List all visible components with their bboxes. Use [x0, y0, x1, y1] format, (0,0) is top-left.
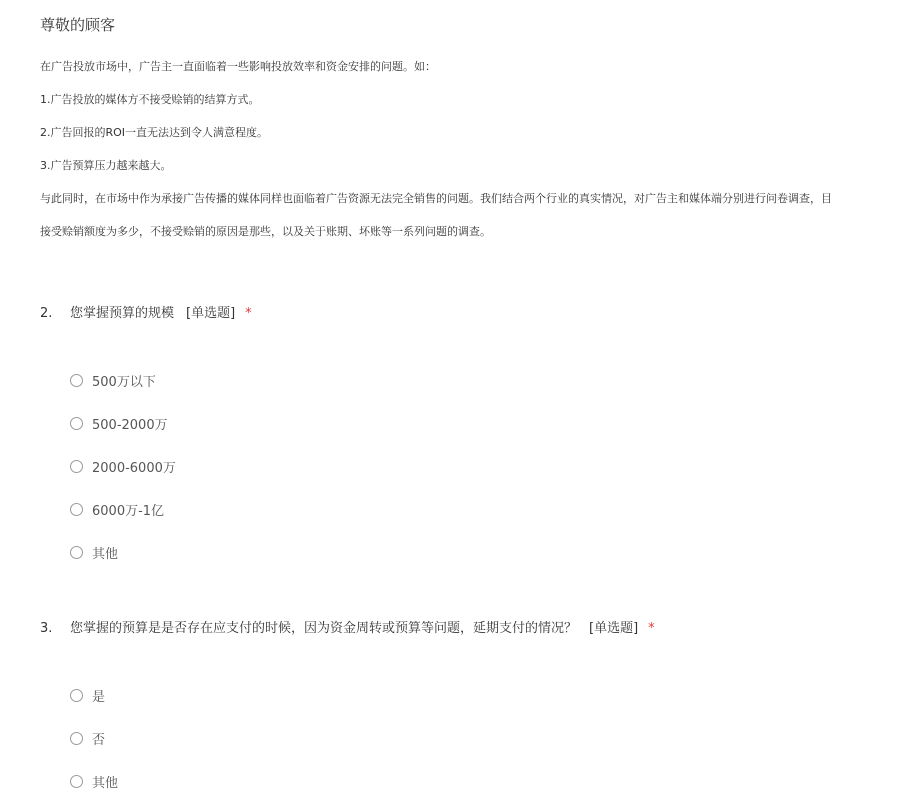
- question-3-option-2[interactable]: [70, 728, 105, 748]
- radio-button[interactable]: [70, 460, 83, 473]
- intro-paragraph-1: 在广告投放市场中，广告主一直面临着一些影响投放效率和资金安排的问题。如：: [40, 60, 436, 73]
- required-mark: *: [245, 306, 252, 321]
- option-label: 500万以下: [92, 374, 156, 390]
- option-label: 6000万-1亿: [92, 503, 165, 519]
- intro-item-3: 3.广告预算压力越来越大。: [40, 159, 172, 172]
- option-label: 其他: [92, 546, 119, 562]
- question-3-option-3[interactable]: [70, 771, 118, 791]
- question-number: 3.: [40, 621, 53, 636]
- option-label: 500-2000万: [92, 417, 168, 433]
- intro-item-2: 2.广告回报的ROI一直无法达到令人满意程度。: [40, 126, 269, 139]
- radio-button[interactable]: [70, 732, 83, 745]
- radio-button[interactable]: [70, 503, 83, 516]
- question-3-title: [40, 617, 655, 636]
- question-text: 您掌握的预算是是否存在应支付的时候，因为资金周转或预算等问题，延期支付的情况？: [70, 621, 578, 636]
- radio-button[interactable]: [70, 374, 83, 387]
- question-2-option-5[interactable]: [70, 542, 118, 562]
- option-label: 2000-6000万: [92, 460, 176, 476]
- radio-button[interactable]: [70, 689, 83, 702]
- intro-paragraph-2-cont: 接受赊销额度为多少，不接受赊销的原因是那些，以及关于账期、坏账等一系列问题的调查。: [40, 225, 491, 238]
- question-number: 2.: [40, 306, 53, 321]
- intro-item-1: 1.广告投放的媒体方不接受赊销的结算方式。: [40, 93, 260, 106]
- question-2-title: [40, 302, 252, 321]
- greeting-title: 尊敬的顾客: [40, 16, 116, 34]
- option-label: 是: [92, 689, 106, 705]
- question-2-option-1[interactable]: [70, 370, 156, 390]
- required-mark: *: [648, 621, 655, 636]
- option-label: 其他: [92, 775, 119, 791]
- question-3-option-1[interactable]: [70, 685, 105, 705]
- question-2-option-4[interactable]: [70, 499, 164, 519]
- radio-button[interactable]: [70, 775, 83, 788]
- question-type-badge: [单选题]: [186, 306, 236, 321]
- question-2-option-2[interactable]: [70, 413, 168, 433]
- question-text: 您掌握预算的规模: [70, 306, 175, 321]
- radio-button[interactable]: [70, 546, 83, 559]
- question-type-badge: [单选题]: [589, 621, 639, 636]
- option-label: 否: [92, 732, 106, 748]
- radio-button[interactable]: [70, 417, 83, 430]
- question-2-option-3[interactable]: [70, 456, 176, 476]
- intro-paragraph-2: 与此同时，在市场中作为承接广告传播的媒体同样也面临着广告资源无法完全销售的问题。我们结合两个行业的真实情况，对广告主和媒体端分别进行问卷调查，目: [40, 192, 832, 205]
